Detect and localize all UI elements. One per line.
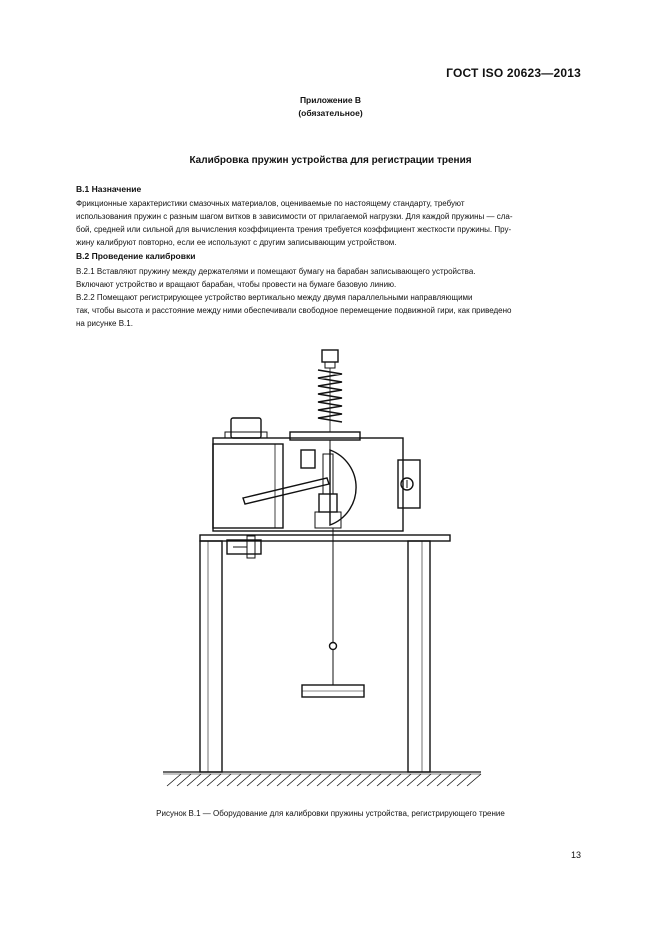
pen-holder (301, 450, 315, 468)
annex-status: (обязательное) (298, 108, 363, 118)
ground-hatch (167, 774, 481, 786)
page-number: 13 (570, 850, 581, 860)
lever-arm (243, 478, 329, 504)
document-header: ГОСТ ISO 20623—2013 (446, 66, 581, 80)
section-title: Калибровка пружин устройства для регистрации трения (189, 155, 472, 166)
paragraph-b1 (76, 197, 582, 249)
cam-disk (330, 450, 356, 525)
heading-b2: В.2 Проведение калибровки (76, 251, 196, 261)
paragraph-b22 (76, 291, 582, 330)
motor (231, 418, 261, 438)
table-leg-right (408, 541, 430, 772)
pen-block (319, 494, 337, 512)
figure-caption: Рисунок В.1 — Оборудование для калибровки пружины устройства, регистрирующего трение (156, 809, 505, 818)
drum (213, 444, 283, 528)
recorder-housing (213, 438, 403, 531)
paragraph-line: бой, средней или сильной для вычисления коэффициента трения требуется коэффициент жесткости пружины. Пру- (76, 225, 512, 234)
paragraph-line: Включают устройство и вращают барабан, чтобы провести на бумаге базовую линию. (76, 280, 397, 289)
paragraph-line: так, чтобы высота и расстояние между ними обеспечивали свободное перемещение подвижной гири, как приведено (76, 306, 512, 315)
paragraph-line: В.2.1 Вставляют пружину между держателями и помещают бумагу на барабан записывающего устройства. (76, 267, 476, 276)
paragraph-line: на рисунке В.1. (76, 319, 133, 328)
annex-title: Приложение В (299, 95, 362, 105)
paragraph-line: жину калибруют повторно, если ее используют с другим записывающим устройством. (76, 238, 397, 247)
paragraph-line: использования пружин с разным шагом витков в зависимости от прилагаемой нагрузки. Для каждой пружины — сла- (76, 212, 513, 221)
paragraph-b21 (76, 265, 582, 291)
spring-knob (322, 350, 338, 362)
figure-drawing (155, 340, 495, 790)
paragraph-line: Фрикционные характеристики смазочных материалов, оцениваемые по настоящему стандарту, требуют (76, 199, 465, 208)
weight-ring (330, 643, 337, 650)
table-leg-left (200, 541, 222, 772)
upper-plate (290, 432, 360, 440)
paragraph-line: В.2.2 Помещают регистрирующее устройство вертикально между двумя параллельными направляющими (76, 293, 473, 302)
heading-b1: В.1 Назначение (76, 184, 142, 194)
